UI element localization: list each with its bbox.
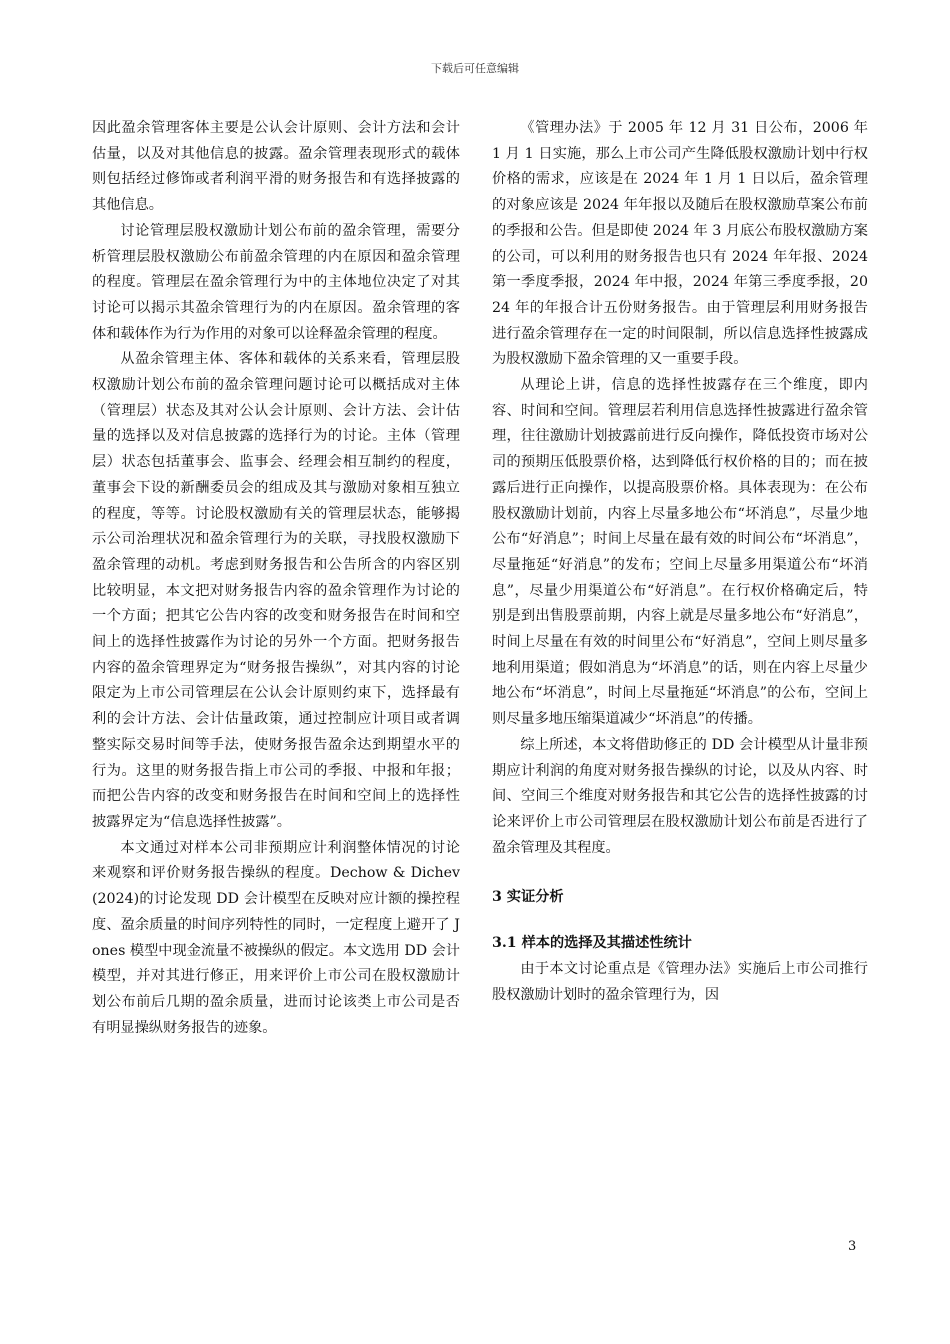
paragraph: 本文通过对样本公司非预期应计利润整体情况的讨论来观察和评价财务报告操纵的程度。Dechow & Dichev(2024)的讨论发现 DD 会计模型在反映对应计额的操控程度、盈余质量的时间序列特性的同时，一定程度上避开了 Jones 模型中现金流量不被操纵的假定。本文选用 DD 会计模型，并对其进行修正，用来评价上市公司在股权激励计划公布前后几期的盈余质量，进而讨论该类上市公司是否有明显操纵财务报告的迹象。 (92, 839, 460, 1036)
right-column (492, 116, 868, 1008)
paragraph: 由于本文讨论重点是《管理办法》实施后上市公司推行股权激励计划时的盈余管理行为，因 (492, 960, 868, 1003)
page-header: 下载后可任意编辑 (431, 62, 519, 75)
subsection-heading: 3.1 样本的选择及其描述性统计 (492, 935, 692, 952)
paragraph: 讨论管理层股权激励计划公布前的盈余管理，需要分析管理层股权激励公布前盈余管理的内在原因和盈余管理的程度。管理层在盈余管理行为中的主体地位决定了对其讨论可以揭示其盈余管理行为的内在原因。盈余管理的客体和载体作为行为作用的对象可以诠释盈余管理的程度。 (92, 222, 460, 342)
page-number: 3 (848, 1239, 857, 1254)
left-column (92, 116, 460, 1041)
paragraph: 从理论上讲，信息的选择性披露存在三个维度，即内容、时间和空间。管理层若利用信息选择性披露进行盈余管理，往往激励计划披露前进行反向操作，降低投资市场对公司的预期压低股票价格，达到降低行权价格的目的；而在披露后进行正向操作，以提高股票价格。具体表现为：在公布股权激励计划前，内容上尽量多地公布“坏消息”，尽量少地公布“好消息”；时间上尽量在最有效的时间公布“坏消息”，尽量拖延“好消息”的发布；空间上尽量多用渠道公布“坏消息”，尽量少用渠道公布“好消息”。在行权价格确定后，特别是到出售股票前期，内容上就是尽量多地公布“好消息”，时间上尽量在有效的时间里公布“好消息”，空间上则尽量多地利用渠道；假如消息为“坏消息”的话，则在内容上尽量少地公布“坏消息”，时间上尽量拖延“坏消息”的公布，空间上则尽量多地压缩渠道减少“坏消息”的传播。 (492, 377, 868, 728)
section-heading: 3 实证分析 (492, 889, 564, 906)
paragraph: 从盈余管理主体、客体和载体的关系来看，管理层股权激励计划公布前的盈余管理问题讨论可以概括成对主体（管理层）状态及其对公认会计原则、会计方法、会计估量的选择以及对信息披露的选择行为的讨论。主体（管理层）状态包括董事会、监事会、经理会相互制约的程度，董事会下设的新酬委员会的组成及其与激励对象相互独立的程度，等等。讨论股权激励有关的管理层状态，能够揭示公司治理状况和盈余管理行为的关联，寻找股权激励下盈余管理的动机。考虑到财务报告和公告所含的内容区别比较明显，本文把对财务报告内容的盈余管理作为讨论的一个方面；把其它公告内容的改变和财务报告在时间和空间上的选择性披露作为讨论的另外一个方面。把财务报告内容的盈余管理界定为“财务报告操纵”，对其内容的讨论限定为上市公司管理层在公认会计原则约束下，选择最有利的会计方法、会计估量政策，通过控制应计项目或者调整实际交易时间等手法，使财务报告盈余达到期望水平的行为。这里的财务报告指上市公司的季报、中报和年报；而把公告内容的改变和财务报告在时间和空间上的选择性披露界定为“信息选择性披露”。 (92, 351, 460, 830)
paragraph: 综上所述，本文将借助修正的 DD 会计模型从计量非预期应计利润的角度对财务报告操纵的讨论，以及从内容、时间、空间三个维度对财务报告和其它公告的选择性披露的讨论来评价上市公司管理层在股权激励计划公布前是否进行了盈余管理及其程度。 (492, 736, 868, 856)
paragraph: 因此盈余管理客体主要是公认会计原则、会计方法和会计估量，以及对其他信息的披露。盈余管理表现形式的载体则包括经过修饰或者利润平滑的财务报告和有选择披露的其他信息。 (92, 120, 460, 214)
paragraph: 《管理办法》于 2005 年 12 月 31 日公布，2006 年 1 月 1 日实施，那么上市公司产生降低股权激励计划中行权价格的需求，应该是在 2024 年 1 月 1 日以后，盈余管理的对象应该是 2024 年年报以及随后在股权激励草案公布前的季报和公告。但是即使 2024 年 3 月底公布股权激励方案的公司，可以利用的财务报告也只有 2024 年年报、2024 第一季度季报，2024 年中报，2024 年第三季度季报，2024 年的年报合计五份财务报告。由于管理层利用财务报告进行盈余管理存在一定的时间限制，所以信息选择性披露成为股权激励下盈余管理的又一重要手段。 (492, 120, 868, 368)
